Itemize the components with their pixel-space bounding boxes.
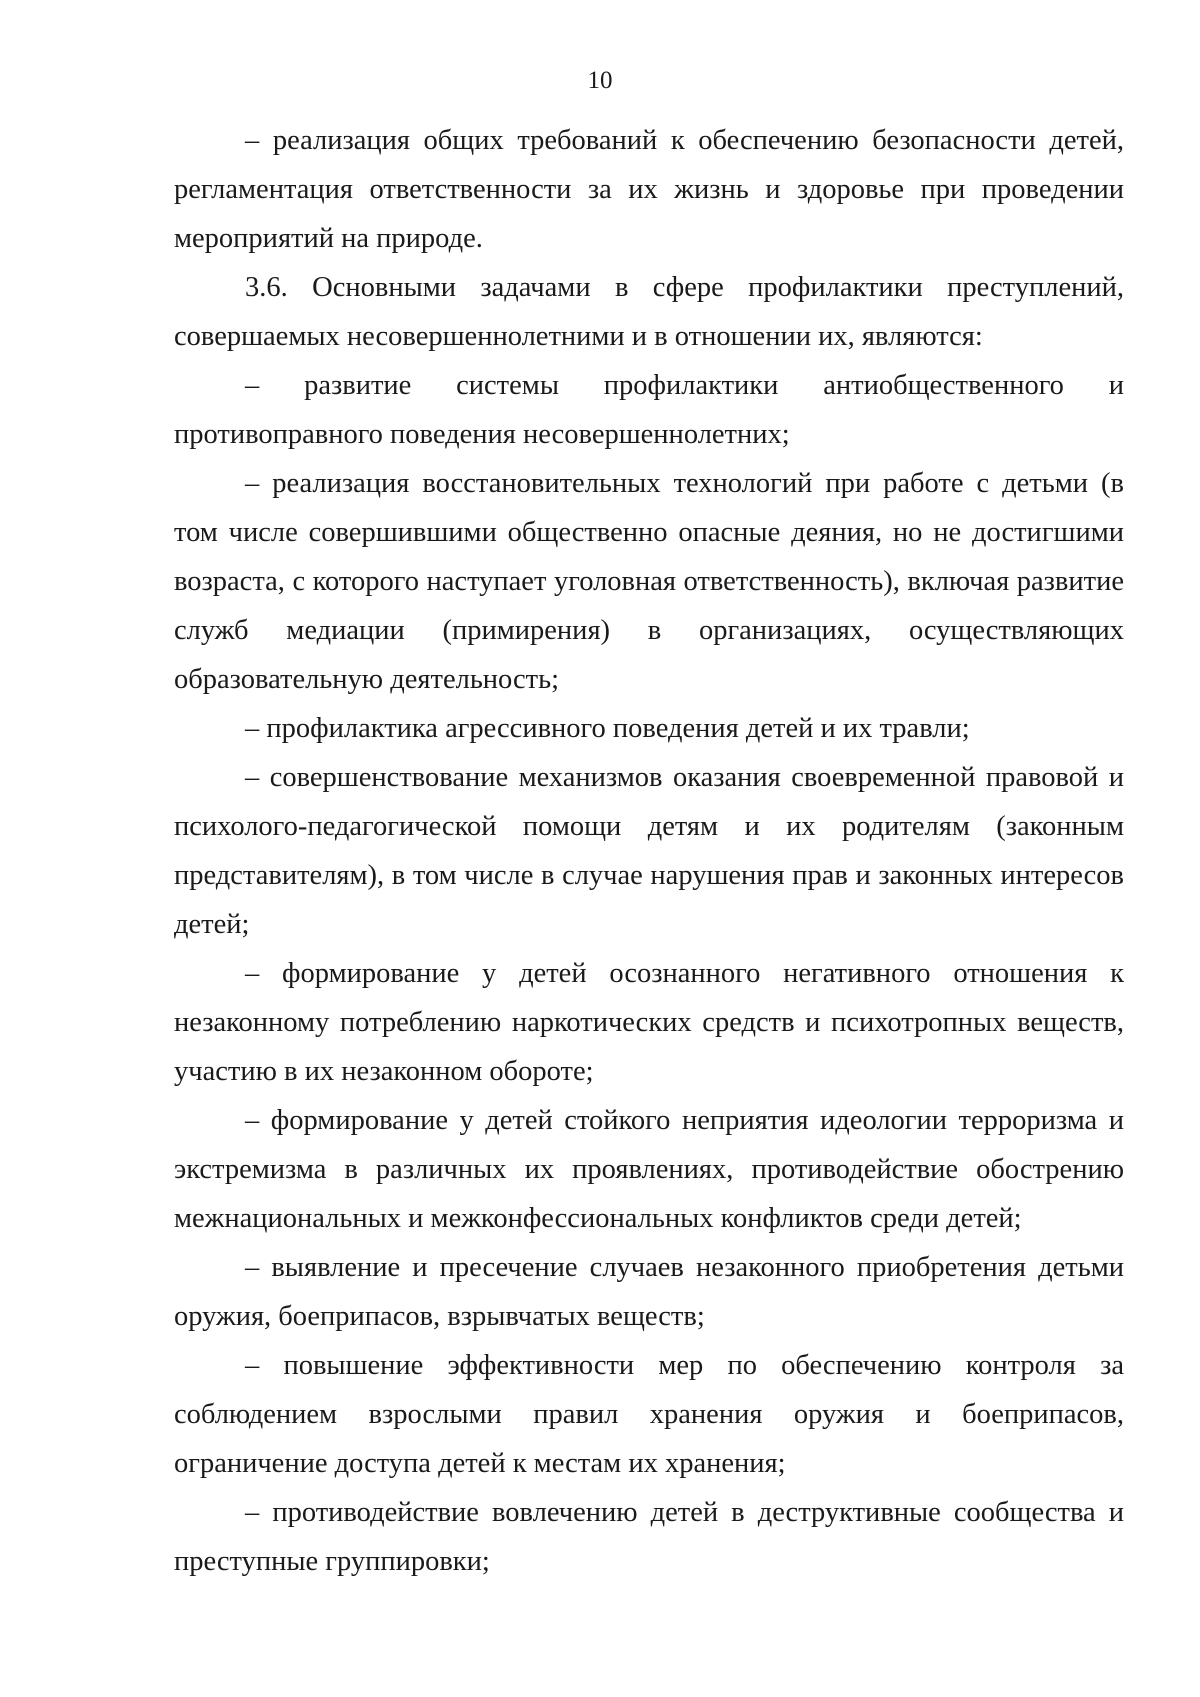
list-item-weapons-detection: – выявление и пресечение случаев незаконного приобретения детьми оружия, боеприпасов, взрывчатых веществ; — [174, 1252, 1124, 1332]
list-item-anti-terrorism: – формирование у детей стойкого неприятия идеологии терроризма и экстремизма в различных их проявлениях, противодействие обострению межнациональных и межконфессиональных конфликтов среди детей; — [174, 1105, 1124, 1234]
list-item-restorative-technologies: – реализация восстановительных технологий при работе с детьми (в том числе совершившими общественно опасные деяния, но не достигшими возраста, с которого наступает уголовная ответственность), включая развитие служб медиации (примирения) в организациях, осуществляющих образовательную деятельность; — [174, 468, 1124, 695]
paragraph-safety-requirements: – реализация общих требований к обеспечению безопасности детей, регламентация ответственности за их жизнь и здоровье при проведении мероприятий на природе. — [174, 125, 1124, 254]
list-item-destructive-communities: – противодействие вовлечению детей в деструктивные сообщества и преступные группировки; — [174, 1497, 1124, 1577]
page-number: 10 — [587, 67, 613, 94]
list-item-weapons-storage-control: – повышение эффективности мер по обеспечению контроля за соблюдением взрослыми правил хранения оружия и боеприпасов, ограничение доступа детей к местам их хранения; — [174, 1350, 1124, 1479]
list-item-prevention-system: – развитие системы профилактики антиобщественного и противоправного поведения несовершеннолетних; — [174, 370, 1124, 450]
document-body — [174, 116, 1124, 1586]
list-item-legal-assistance: – совершенствование механизмов оказания своевременной правовой и психолого-педагогической помощи детям и их родителям (законным представителям), в том числе в случае нарушения прав и законных интересов детей; — [174, 762, 1124, 940]
list-item-aggression-prevention: – профилактика агрессивного поведения детей и их травли; — [245, 713, 970, 744]
list-item-drug-attitude: – формирование у детей осознанного негативного отношения к незаконному потреблению наркотических средств и психотропных веществ, участию в их незаконном обороте; — [174, 958, 1124, 1087]
paragraph-section-3-6-intro: 3.6. Основными задачами в сфере профилактики преступлений, совершаемых несовершеннолетними и в отношении их, являются: — [174, 272, 1124, 352]
